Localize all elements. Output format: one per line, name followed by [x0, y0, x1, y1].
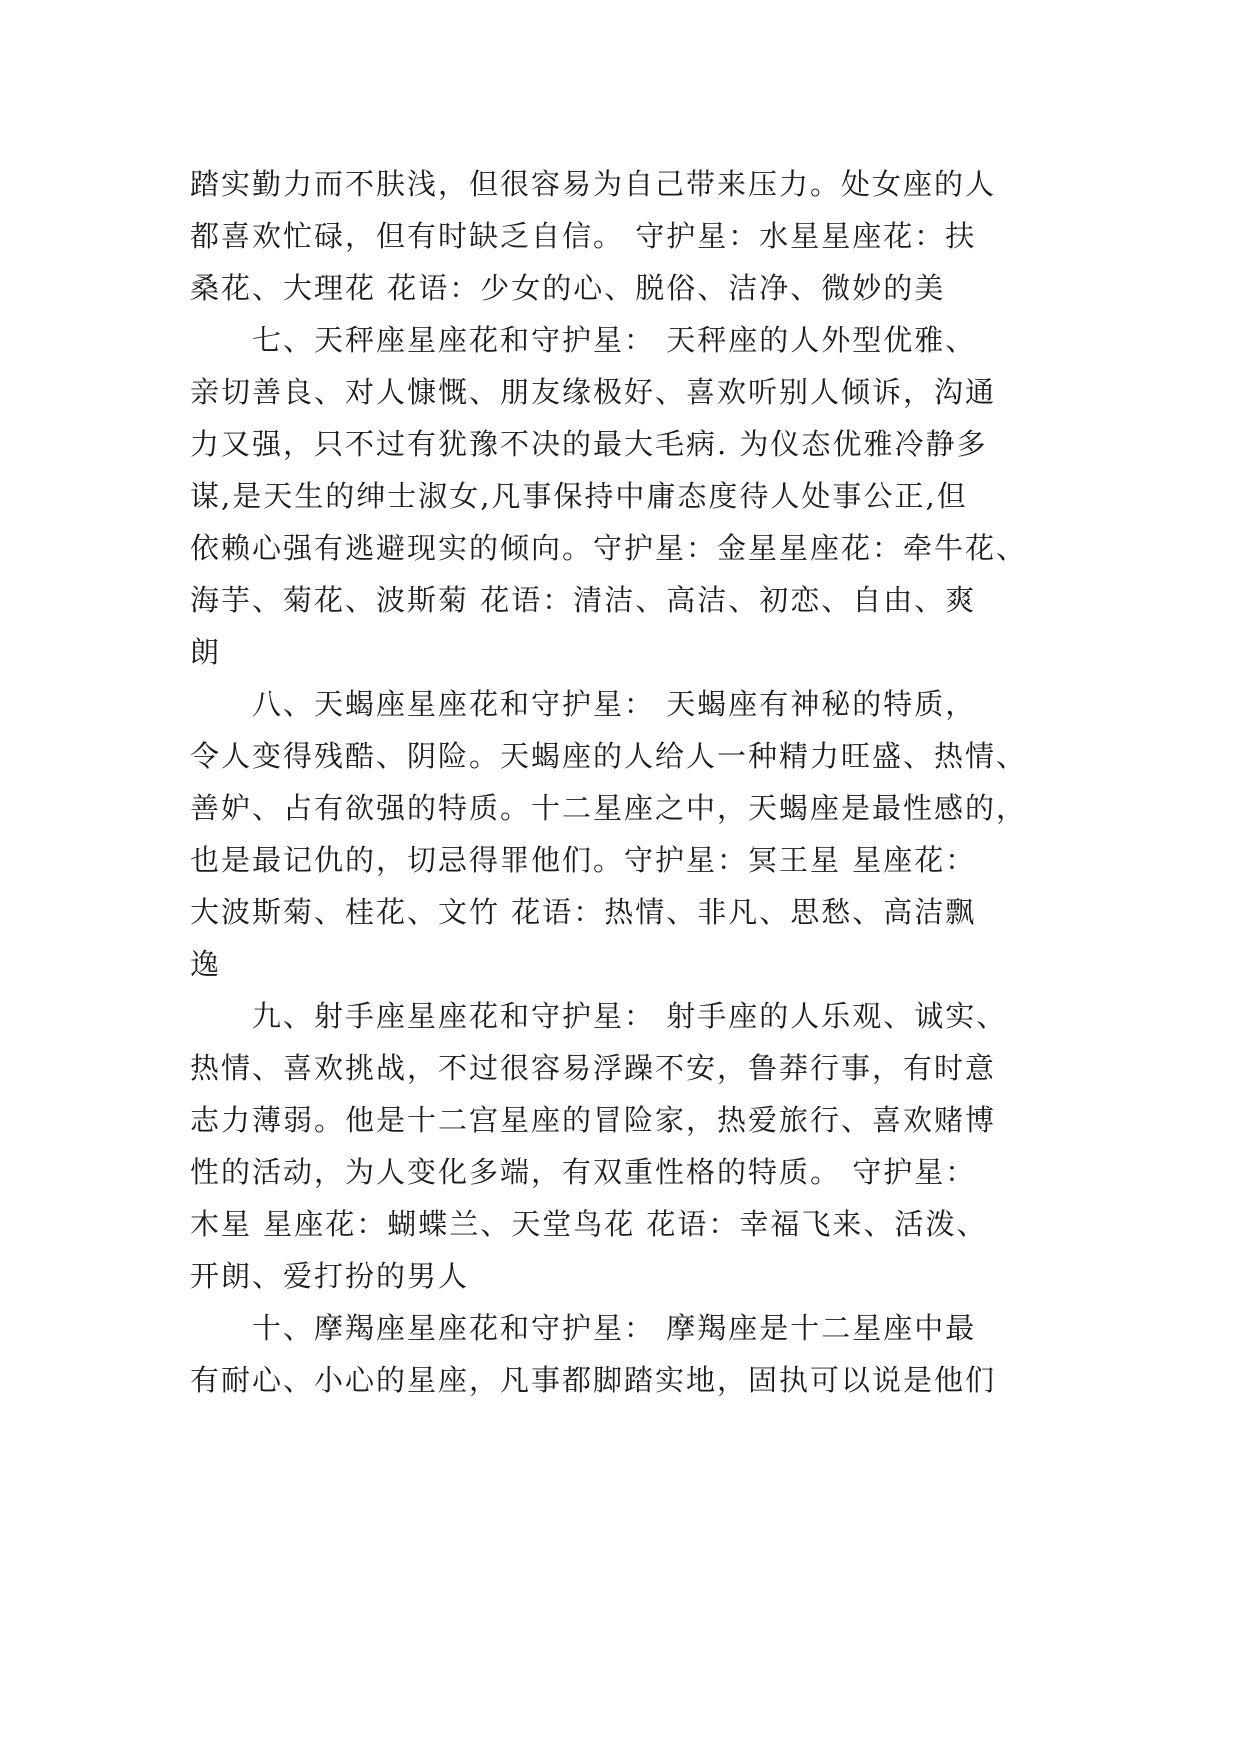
text-line: 志力薄弱。他是十二宫星座的冒险家，热爱旅行、喜欢赌博: [190, 1103, 997, 1137]
text-line: 七、天秤座星座花和守护星： 天秤座的人外型优雅、: [252, 323, 977, 357]
text-line: 也是最记仇的，切忌得罪他们。守护星：冥王星 星座花：: [190, 843, 977, 877]
paragraph-capricorn: [190, 1302, 1065, 1406]
text-line: 力又强，只不过有犹豫不决的最大毛病. 为仪态优雅冷静多: [190, 427, 988, 461]
text-line: 性的活动，为人变化多端，有双重性格的特质。 守护星：: [190, 1155, 977, 1189]
text-line: 九、射手座星座花和守护星： 射手座的人乐观、诚实、: [252, 999, 1008, 1033]
text-line: 木星 星座花：蝴蝶兰、天堂鸟花 花语：幸福飞来、活泼、: [190, 1207, 988, 1241]
text-line: 令人变得残酷、阴险。天蝎座的人给人一种精力旺盛、热情、: [190, 739, 1028, 773]
text-line: 桑花、大理花 花语：少女的心、脱俗、洁净、微妙的美: [190, 271, 946, 305]
text-line: 都喜欢忙碌，但有时缺乏自信。 守护星：水星星座花：扶: [190, 219, 977, 253]
paragraph-sagittarius: [190, 990, 1065, 1302]
text-line: 依赖心强有逃避现实的倾向。守护星：金星星座花：牵牛花、: [190, 531, 1028, 565]
text-line: 谋,是天生的绅士淑女,凡事保持中庸态度待人处事公正,但: [190, 479, 968, 513]
text-line: 大波斯菊、桂花、文竹 花语：热情、非凡、思愁、高洁飘: [190, 895, 977, 929]
text-line: 海芋、菊花、波斯菊 花语：清洁、高洁、初恋、自由、爽: [190, 583, 977, 617]
text-line: 十、摩羯座星座花和守护星： 摩羯座是十二星座中最: [252, 1311, 977, 1345]
paragraph-scorpio: [190, 678, 1065, 990]
text-line: 开朗、爱打扮的男人: [190, 1259, 470, 1293]
document-body: [190, 158, 1065, 1406]
paragraph-virgo-end: [190, 158, 1065, 314]
text-line: 亲切善良、对人慷慨、朋友缘极好、喜欢听别人倾诉，沟通: [190, 375, 997, 409]
text-line: 善妒、占有欲强的特质。十二星座之中，天蝎座是最性感的，: [190, 791, 1028, 825]
text-line: 热情、喜欢挑战，不过很容易浮躁不安，鲁莽行事，有时意: [190, 1051, 997, 1085]
text-line: 逸: [190, 947, 222, 981]
text-line: 八、天蝎座星座花和守护星： 天蝎座有神秘的特质，: [252, 687, 977, 721]
paragraph-libra: [190, 314, 1065, 678]
text-line: 朗: [190, 635, 222, 669]
text-line: 踏实勤力而不肤浅，但很容易为自己带来压力。处女座的人: [190, 167, 997, 201]
text-line: 有耐心、小心的星座，凡事都脚踏实地，固执可以说是他们: [190, 1363, 997, 1397]
